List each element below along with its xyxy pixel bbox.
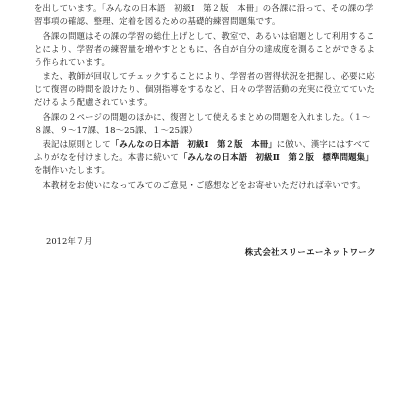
book-title-emphasis: 「みんなの日本語 初級Ⅰ 第２版 本冊」 <box>110 139 277 149</box>
paragraph-text: 各課の２ページの問題のほかに、復習として使えるまとめの問題を入れました。（１～８課、９～17課、18～25課、１～25課） <box>34 111 371 135</box>
publication-date: 2012年７月 <box>46 236 93 246</box>
publisher-name: 株式会社スリーエーネットワーク <box>244 247 376 257</box>
paragraph-text: 本教材をお使いになってみてのご意見・ご感想などをお寄せいただければ幸いです。 <box>34 179 366 190</box>
paragraph <box>34 70 378 109</box>
book-title-emphasis: 「みんなの日本語 初級Ⅱ 第２版 標準問題集」 <box>178 152 374 162</box>
paragraph <box>34 179 378 192</box>
paragraph-text: また、教師が回収してチェックすることにより、学習者の習得状況を把握し、必要に応じて復習の時間を設けたり、個別指導をするなど、日々の学習活動の充実に役立てていただけるよう配慮されています。 <box>34 71 375 107</box>
paragraph-text: 各課の問題はその課の学習の総仕上げとして、教室で、あるいは宿題として利用することにより、学習者の練習量を増やすとともに、各自が自分の達成度を測ることができるよう作られています。 <box>34 30 375 67</box>
paragraph-text: に倣い、漢字にはすべてふりがなを付けました。本書に続いて <box>34 139 371 162</box>
preface-body <box>34 2 378 193</box>
paragraph <box>34 30 378 69</box>
paragraph-text: を出しています。「みんなの日本語 初級Ⅰ 第２版 本冊」の各課に沿って、その課の学習事項の確認、整理、定着を図るための基礎的練習問題集です。 <box>34 3 374 26</box>
paragraph <box>34 138 378 177</box>
paragraph-text: を制作いたします。 <box>34 165 111 175</box>
paragraph <box>34 111 378 137</box>
paragraph-text: 表記は原則として <box>34 139 111 149</box>
paragraph <box>34 2 378 28</box>
